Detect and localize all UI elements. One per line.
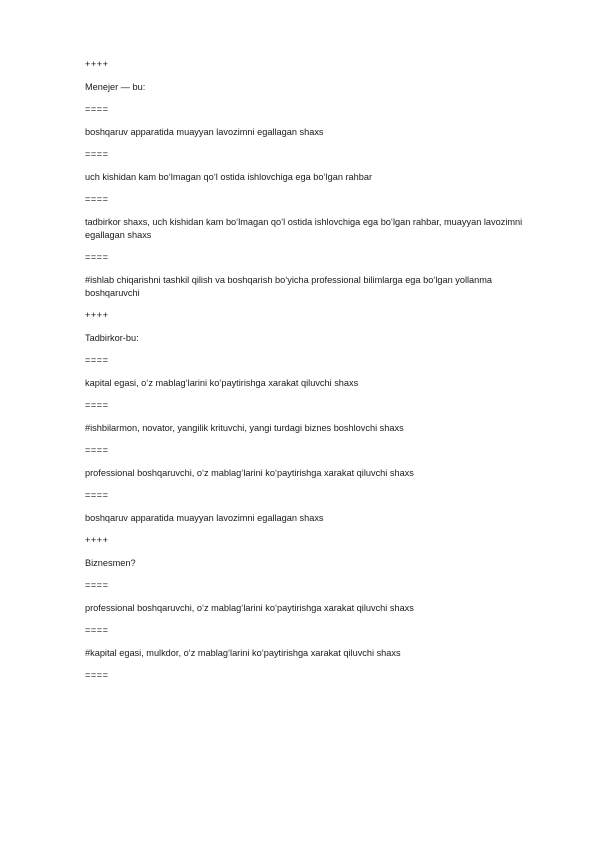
separator-line: ++++ [85,59,109,69]
answer-line: tadbirkor shaxs, uch kishidan kam boʻlmagan qoʻl ostida ishlovchiga ega boʻlgan rahbar, muayyan lavozimni egallagan shaxs [85,216,523,240]
separator-line: ++++ [85,310,109,320]
answer-line: #ishbilarmon, novator, yangilik krituvchi, yangi turdagi biznes boshlovchi shaxs [85,422,404,433]
answer-line: professional boshqaruvchi, oʻz mablagʻlarini koʻpaytirishga xarakat qiluvchi shaxs [85,467,414,478]
question-line: Tadbirkor-bu: [85,332,139,343]
answer-line: boshqaruv apparatida muayyan lavozimni egallagan shaxs [85,512,324,523]
separator-line: ==== [85,194,109,204]
document-body [85,58,525,692]
question-line: Menejer — bu: [85,81,146,92]
separator-line: ==== [85,149,109,159]
separator-line: ++++ [85,535,109,545]
separator-line: ==== [85,445,109,455]
separator-line: ==== [85,580,109,590]
answer-line: #ishlab chiqarishni tashkil qilish va boshqarish boʻyicha professional bilimlarga ega boʻlgan yollanma boshqaruvchi [85,274,493,298]
separator-line: ==== [85,355,109,365]
separator-line: ==== [85,104,109,114]
answer-line: uch kishidan kam boʻlmagan qoʻl ostida ishlovchiga ega boʻlgan rahbar [85,171,373,182]
separator-line: ==== [85,490,109,500]
separator-line: ==== [85,670,109,680]
answer-line: professional boshqaruvchi, oʻz mablagʻlarini koʻpaytirishga xarakat qiluvchi shaxs [85,602,414,613]
answer-line: boshqaruv apparatida muayyan lavozimni egallagan shaxs [85,126,324,137]
separator-line: ==== [85,252,109,262]
answer-line: #kapital egasi, mulkdor, oʻz mablagʻlarini koʻpaytirishga xarakat qiluvchi shaxs [85,647,401,658]
separator-line: ==== [85,625,109,635]
separator-line: ==== [85,400,109,410]
answer-line: kapital egasi, oʻz mablagʻlarini koʻpaytirishga xarakat qiluvchi shaxs [85,377,359,388]
question-line: Biznesmen? [85,557,136,568]
